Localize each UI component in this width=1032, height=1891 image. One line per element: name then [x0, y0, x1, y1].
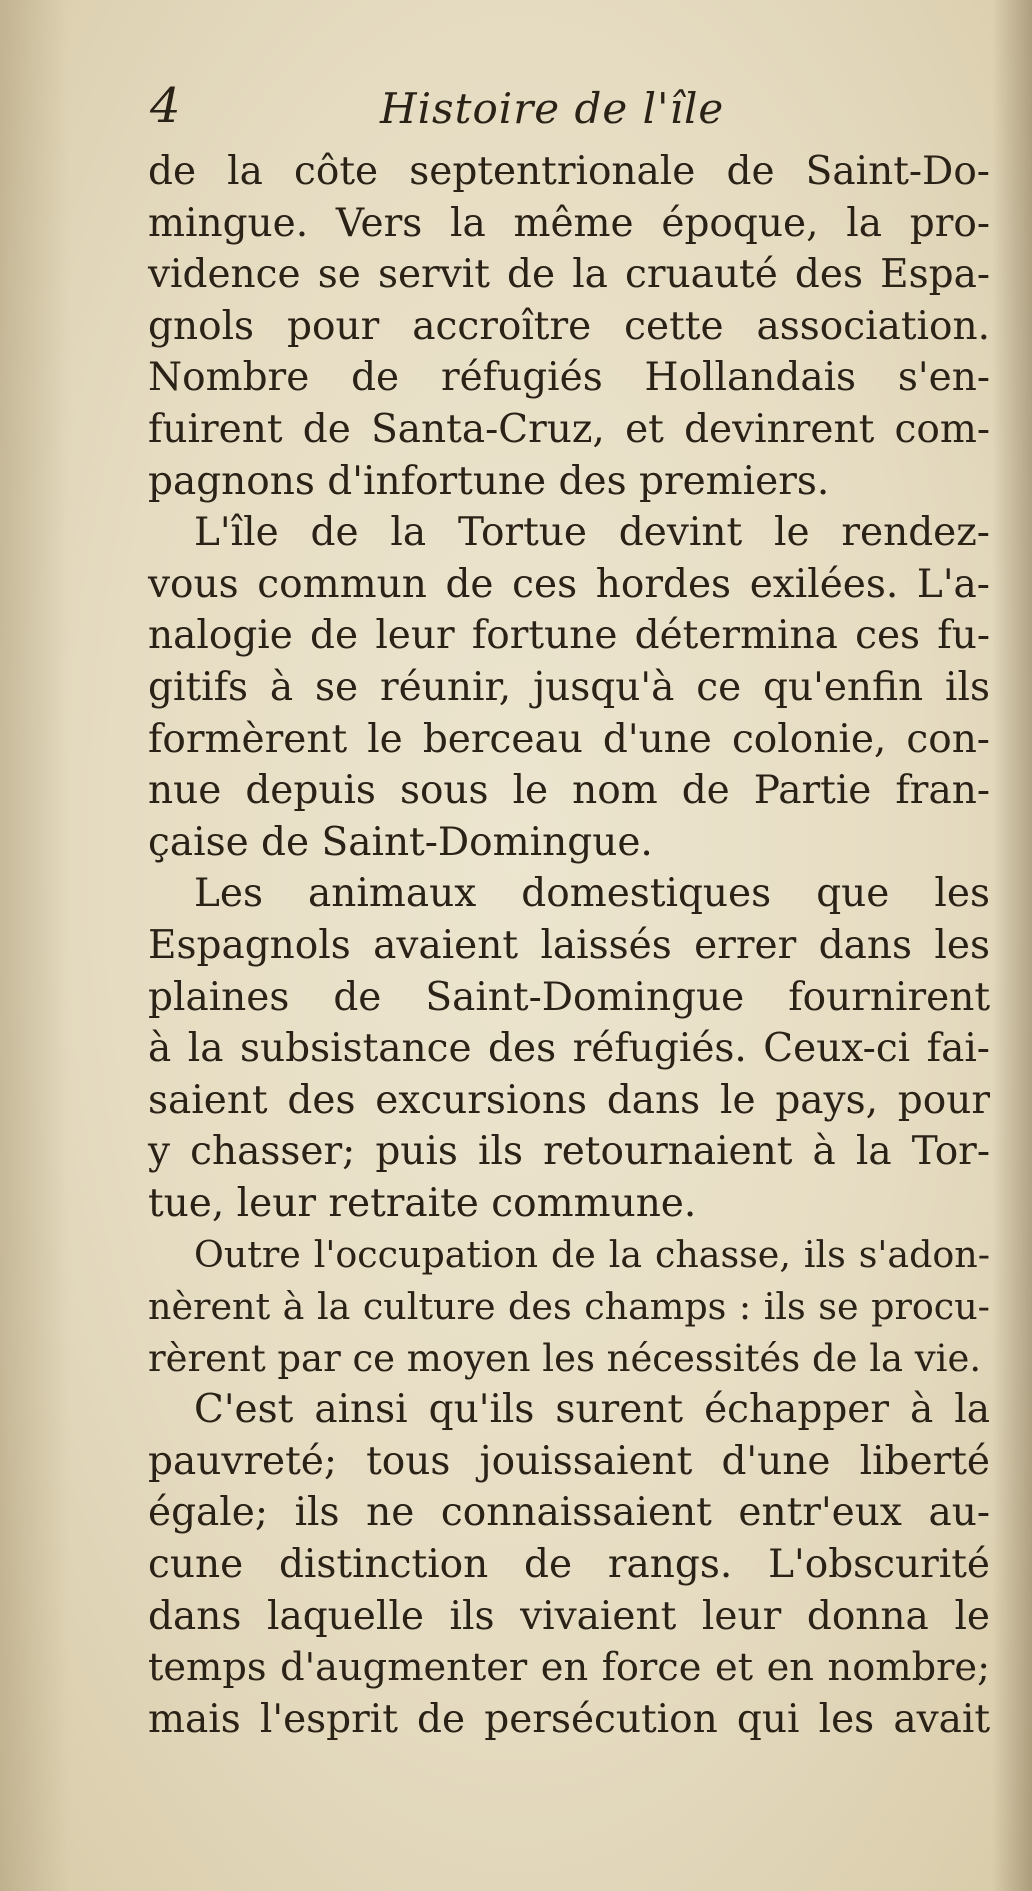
text-line: L'île de la Tortue devint le rendez-: [194, 510, 990, 556]
text-line: nue depuis sous le nom de Partie fran-: [148, 768, 990, 814]
text-line: nalogie de leur fortune détermina ces fu-: [148, 613, 990, 659]
text-line: rèrent par ce moyen les nécessités de la vie.: [148, 1336, 982, 1380]
text-line: pauvreté; tous jouissaient d'une liberté: [148, 1438, 990, 1484]
text-line: formèrent le berceau d'une colonie, con-: [148, 716, 990, 762]
text-line: fuirent de Santa-Cruz, et devinrent com-: [148, 406, 990, 452]
text-line: plaines de Saint-Domingue fournirent: [148, 974, 990, 1020]
page-header: [150, 78, 990, 138]
text-line: pagnons d'infortune des premiers.: [148, 458, 830, 504]
text-line: gnols pour accroître cette association.: [148, 303, 990, 349]
text-line: Nombre de réfugiés Hollandais s'en-: [148, 355, 990, 401]
text-line: C'est ainsi qu'ils surent échapper à la: [194, 1387, 990, 1433]
text-line: cune distinction de rangs. L'obscurité: [148, 1542, 990, 1588]
text-line: à la subsistance des réfugiés. Ceux-ci fai-: [148, 1026, 990, 1072]
text-line: vidence se servit de la cruauté des Espa-: [148, 252, 990, 298]
text-line: mingue. Vers la même époque, la pro-: [148, 200, 990, 246]
text-line: gitifs à se réunir, jusqu'à ce qu'enfin ils: [148, 664, 990, 710]
page-number: 4: [150, 78, 181, 134]
text-line: égale; ils ne connaissaient entr'eux au-: [148, 1490, 990, 1536]
text-line: nèrent à la culture des champs : ils se procu-: [148, 1285, 990, 1329]
text-line: çaise de Saint-Domingue.: [148, 819, 653, 865]
text-line: y chasser; puis ils retournaient à la Tor-: [148, 1129, 990, 1175]
body-text: [148, 146, 990, 1745]
text-line: tue, leur retraite commune.: [148, 1180, 697, 1226]
text-line: saient des excursions dans le pays, pour: [148, 1077, 990, 1123]
running-title: Histoire de l'île: [380, 84, 725, 133]
text-line: Espagnols avaient laissés errer dans les: [148, 922, 990, 968]
text-line: de la côte septentrionale de Saint-Do-: [148, 149, 990, 194]
text-line: dans laquelle ils vivaient leur donna le: [148, 1593, 990, 1639]
text-line: mais l'esprit de persécution qui les avait: [148, 1696, 990, 1742]
text-line: temps d'augmenter en force et en nombre;: [148, 1645, 990, 1691]
text-line: Outre l'occupation de la chasse, ils s'adon-: [194, 1233, 990, 1277]
text-line: vous commun de ces hordes exilées. L'a-: [148, 561, 990, 607]
text-line: Les animaux domestiques que les: [194, 871, 990, 917]
